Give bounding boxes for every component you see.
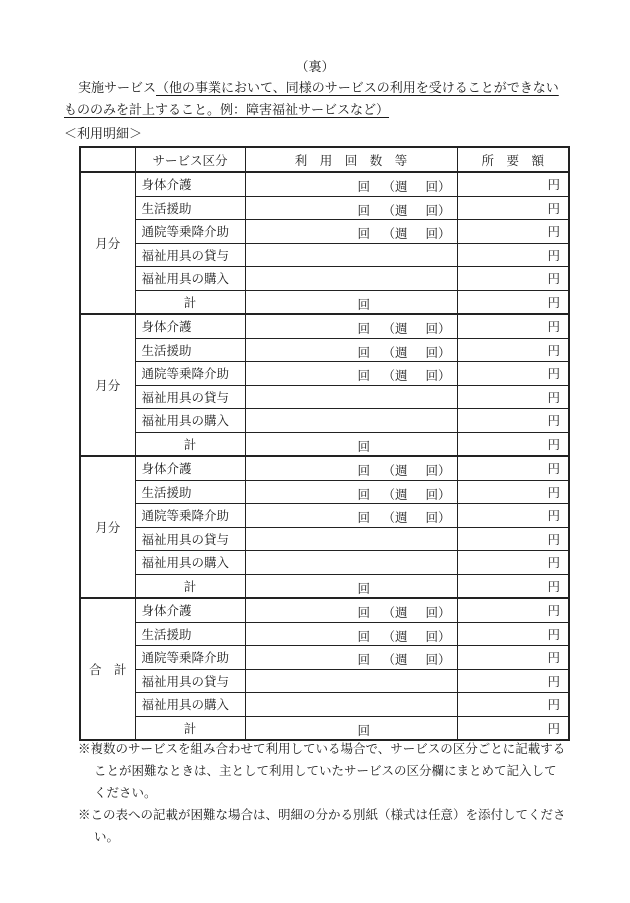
amount-cell[interactable] [457,598,569,622]
table-header-row [80,147,569,172]
count-cell[interactable] [245,432,457,456]
count-cell[interactable] [245,622,457,646]
count-unit-label: （週 [382,510,408,525]
table-row [80,314,569,338]
count-unit-label: 回 [357,438,371,454]
count-unit-label: 回） [425,226,451,241]
service-cell: 通院等乗降介助 [135,362,245,386]
note-2: ※この表への記載が困難な場合は、明細の分かる別紙（様式は任意）を添付してください。 [78,807,566,844]
amount-cell[interactable] [457,574,569,598]
count-unit-label: 回） [425,463,451,478]
count-unit-label: 回） [425,486,451,502]
count-cell[interactable] [245,551,457,575]
amount-cell[interactable] [457,432,569,456]
count-cell[interactable] [245,338,457,362]
note-1: ※複数のサービスを組み合わせて利用している場合で、サービスの区分ごとに記載することが困難なときは、主として利用していたサービスの区分欄にまとめて記入してください。 [78,741,566,800]
count-cell[interactable] [245,267,457,291]
service-cell: 生活援助 [135,480,245,504]
yen-unit-label: 円 [547,366,560,382]
table-row [80,290,569,314]
yen-unit-label: 円 [547,578,560,594]
page-title: （裏） [295,60,335,75]
yen-unit-label: 円 [547,626,560,642]
count-unit-label: 回 [357,652,371,667]
count-unit-label: （週 [382,628,408,644]
table-row [80,669,569,693]
count-cell[interactable] [245,598,457,622]
table-row [80,693,569,717]
count-cell[interactable] [245,716,457,740]
yen-unit-label: 円 [547,294,560,310]
yen-unit-label: 円 [547,319,560,335]
service-cell: 計 [135,716,245,740]
amount-cell[interactable] [457,267,569,291]
service-cell: 計 [135,290,245,314]
amount-cell[interactable] [457,716,569,740]
table-row [80,362,569,386]
amount-cell[interactable] [457,314,569,338]
intro-underlined-text: （他の事業において、同様のサービスの利用を受けることができないもののみを計上すること。例：障害福祉サービスなど） [64,81,559,118]
yen-unit-label: 円 [547,508,560,524]
yen-unit-label: 円 [547,697,560,713]
yen-unit-label: 円 [547,461,560,477]
count-cell[interactable] [245,314,457,338]
table-row [80,527,569,551]
yen-unit-label: 円 [547,224,560,240]
yen-unit-label: 円 [547,413,560,429]
service-cell: 福祉用具の購入 [135,551,245,575]
usage-detail-table [79,146,570,741]
count-cell[interactable] [245,527,457,551]
table-row [80,716,569,740]
count-cell[interactable] [245,290,457,314]
count-cell[interactable] [245,574,457,598]
yen-unit-label: 円 [547,177,560,193]
period-cell[interactable]: 合 計 [80,598,135,740]
table-row [80,267,569,291]
amount-cell[interactable] [457,551,569,575]
count-unit-label: 回 [357,580,371,596]
table-row [80,646,569,670]
service-cell: 計 [135,432,245,456]
count-cell[interactable] [245,172,457,196]
table-row [80,385,569,409]
table-row [80,243,569,267]
count-cell[interactable] [245,504,457,528]
count-unit-label: 回 [357,226,371,241]
amount-cell[interactable] [457,669,569,693]
count-cell[interactable] [245,243,457,267]
service-cell: 身体介護 [135,456,245,480]
count-unit-label: 回） [425,202,451,218]
count-unit-label: 回） [425,321,451,336]
service-cell: 生活援助 [135,196,245,220]
table-row [80,220,569,244]
count-unit-label: 回） [425,652,451,667]
amount-cell[interactable] [457,243,569,267]
yen-unit-label: 円 [547,247,560,263]
table-row [80,456,569,480]
count-cell[interactable] [245,480,457,504]
table-row [80,196,569,220]
notes [78,738,568,848]
amount-cell[interactable] [457,504,569,528]
count-unit-label: 回 [357,179,371,194]
table-row [80,504,569,528]
count-unit-label: 回 [357,368,371,383]
service-cell: 身体介護 [135,314,245,338]
count-unit-label: （週 [382,463,408,478]
table-row [80,409,569,433]
count-cell[interactable] [245,196,457,220]
header-amount: 所 要 額 [457,147,569,172]
count-cell[interactable] [245,409,457,433]
count-unit-label: 回） [425,510,451,525]
count-cell[interactable] [245,362,457,386]
service-cell: 生活援助 [135,622,245,646]
count-unit-label: 回 [357,605,371,620]
service-cell: 通院等乗降介助 [135,504,245,528]
amount-cell[interactable] [457,172,569,196]
count-cell[interactable] [245,456,457,480]
yen-unit-label: 円 [547,271,560,287]
yen-unit-label: 円 [547,720,560,736]
count-unit-label: 回 [357,344,371,360]
amount-cell[interactable] [457,456,569,480]
count-unit-label: （週 [382,202,408,218]
count-cell[interactable] [245,669,457,693]
amount-cell[interactable] [457,693,569,717]
yen-unit-label: 円 [547,650,560,666]
service-cell: 福祉用具の貸与 [135,385,245,409]
table-row [80,551,569,575]
table-group [80,598,569,740]
yen-unit-label: 円 [547,342,560,358]
count-unit-label: （週 [382,179,408,194]
section-label: ＜利用明細＞ [64,127,143,142]
service-cell: 通院等乗降介助 [135,220,245,244]
service-cell: 福祉用具の購入 [135,409,245,433]
service-cell: 福祉用具の貸与 [135,669,245,693]
table-group [80,172,569,314]
count-unit-label: （週 [382,321,408,336]
count-unit-label: （週 [382,344,408,360]
count-unit-label: 回） [425,605,451,620]
count-cell[interactable] [245,646,457,670]
service-cell: 通院等乗降介助 [135,646,245,670]
count-unit-label: 回） [425,368,451,383]
amount-cell[interactable] [457,338,569,362]
amount-cell[interactable] [457,220,569,244]
amount-cell[interactable] [457,385,569,409]
table-row [80,598,569,622]
service-cell: 福祉用具の購入 [135,693,245,717]
count-unit-label: 回 [357,296,371,312]
amount-cell[interactable] [457,527,569,551]
amount-cell[interactable] [457,480,569,504]
period-cell[interactable]: 月分 [80,456,135,598]
service-cell: 生活援助 [135,338,245,362]
yen-unit-label: 円 [547,436,560,452]
service-cell: 福祉用具の貸与 [135,243,245,267]
service-cell: 計 [135,574,245,598]
header-count: 利 用 回 数 等 [245,147,457,172]
count-unit-label: （週 [382,652,408,667]
header-service: サービス区分 [135,147,245,172]
table-row [80,480,569,504]
count-cell[interactable] [245,220,457,244]
yen-unit-label: 円 [547,484,560,500]
yen-unit-label: 円 [547,673,560,689]
intro-lead: 実施サービス [78,81,157,96]
table-group [80,456,569,598]
yen-unit-label: 円 [547,200,560,216]
count-unit-label: （週 [382,226,408,241]
amount-cell[interactable] [457,622,569,646]
count-unit-label: 回 [357,463,371,478]
header-period [80,147,135,172]
table-row [80,622,569,646]
count-unit-label: 回 [357,486,371,502]
count-cell[interactable] [245,693,457,717]
amount-cell[interactable] [457,196,569,220]
amount-cell[interactable] [457,409,569,433]
service-cell: 身体介護 [135,598,245,622]
count-unit-label: 回 [357,510,371,525]
table-row [80,172,569,196]
count-unit-label: （週 [382,486,408,502]
count-unit-label: 回） [425,179,451,194]
table-row [80,338,569,362]
count-unit-label: 回 [357,321,371,336]
table-row [80,574,569,598]
yen-unit-label: 円 [547,389,560,405]
yen-unit-label: 円 [547,603,560,619]
yen-unit-label: 円 [547,555,560,571]
count-unit-label: 回 [357,722,371,738]
count-unit-label: 回） [425,344,451,360]
count-unit-label: （週 [382,368,408,383]
count-unit-label: 回 [357,628,371,644]
amount-cell[interactable] [457,290,569,314]
yen-unit-label: 円 [547,531,560,547]
amount-cell[interactable] [457,646,569,670]
intro-paragraph [64,78,564,122]
service-cell: 福祉用具の貸与 [135,527,245,551]
period-cell[interactable]: 月分 [80,172,135,314]
table-row [80,432,569,456]
count-unit-label: （週 [382,605,408,620]
count-unit-label: 回 [357,202,371,218]
table-group [80,314,569,456]
service-cell: 福祉用具の購入 [135,267,245,291]
count-unit-label: 回） [425,628,451,644]
service-cell: 身体介護 [135,172,245,196]
amount-cell[interactable] [457,362,569,386]
count-cell[interactable] [245,385,457,409]
period-cell[interactable]: 月分 [80,314,135,456]
